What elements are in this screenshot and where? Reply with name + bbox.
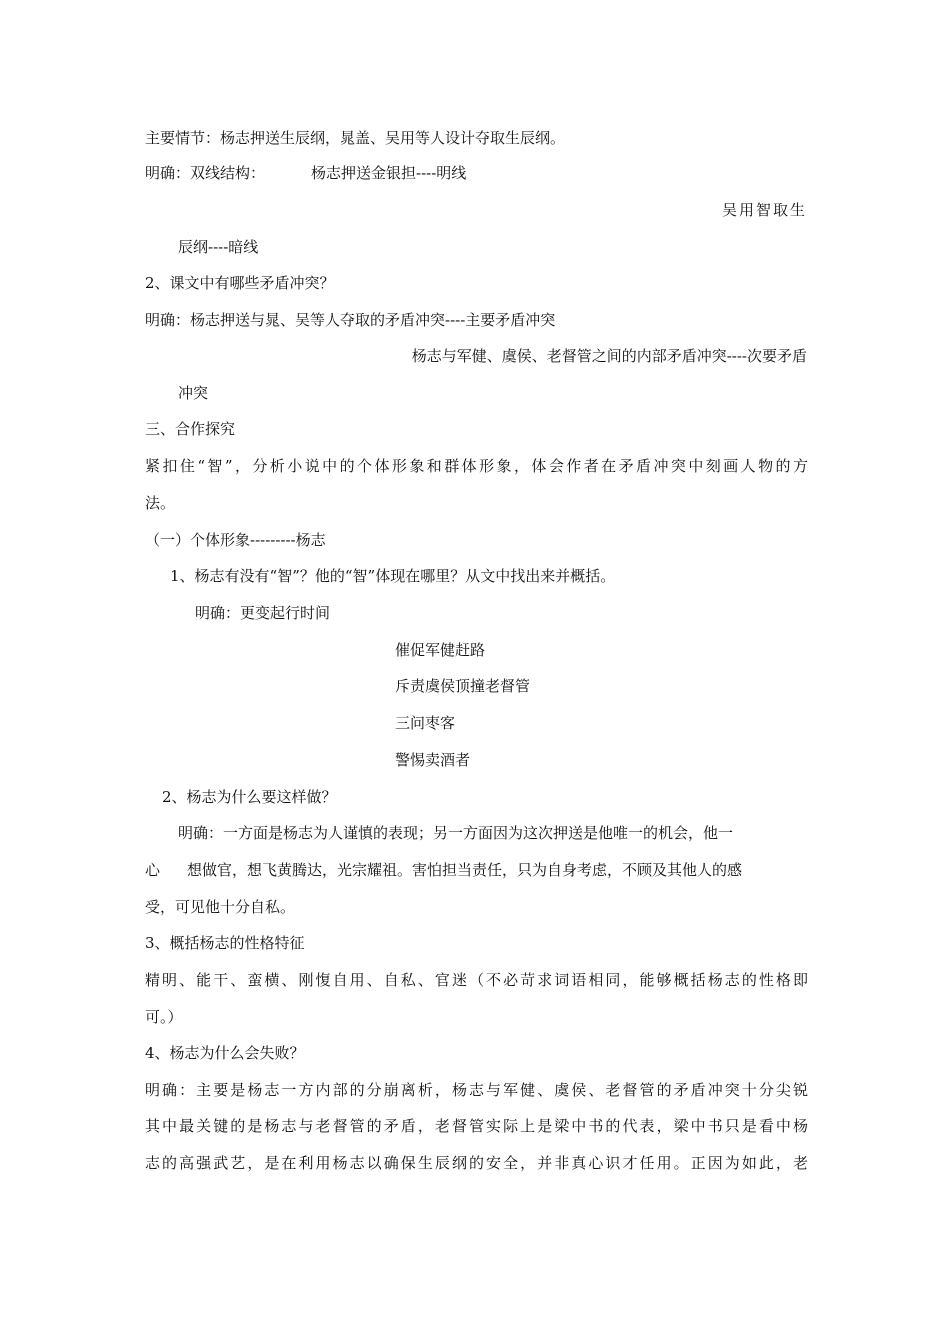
secondary-conflict-line: 杨志与军健、虞侯、老督管之间的内部矛盾冲突----次要矛盾 [411, 347, 807, 365]
secondary-conflict-continued: 冲突 [178, 384, 209, 402]
subquestion-1: 1、杨志有没有“智”？他的“智”体现在哪里？从文中找出来并概括。 [170, 567, 616, 585]
answer-2-line2: 想做官，想飞黄腾达，光宗耀祖。害怕担当责任，只为自身考虑，不顾及其他人的感 [187, 861, 743, 879]
question-2-heading: 2、课文中有哪些矛盾冲突？ [145, 274, 335, 292]
hidden-line-text-part1: 吴用智取生 [721, 201, 807, 219]
answer-3-line2: 可。） [145, 1008, 183, 1026]
section-3-intro-line1: 紧扣住“智”，分析小说中的个体形象和群体形象，体会作者在矛盾冲突中刻画人物的方 [145, 457, 808, 475]
answer-3-line1: 精明、能干、蛮横、刚愎自用、自私、官迷（不必苛求词语相同，能够概括杨志的性格即 [145, 971, 808, 989]
subquestion-4: 4、杨志为什么会失败？ [145, 1044, 305, 1062]
section-3-heading: 三、合作探究 [145, 420, 236, 438]
main-line-text: 杨志押送金银担----明线 [311, 164, 467, 182]
plot-summary-line: 主要情节：杨志押送生辰纲，晁盖、吴用等人设计夺取生辰纲。 [145, 129, 566, 147]
hidden-line-text-part2: 辰纲----暗线 [178, 238, 259, 256]
section-3-intro-line2: 法。 [145, 494, 176, 512]
main-conflict-line: 明确：杨志押送与晁、吴等人夺取的矛盾冲突----主要矛盾冲突 [145, 311, 556, 329]
subsection-1-heading: （一）个体形象---------杨志 [145, 531, 326, 549]
answer-4-line2: 其中最关键的是杨志与老督管的矛盾，老督管实际上是梁中书的代表，梁中书只是看中杨 [145, 1117, 808, 1135]
answer-2-line1: 明确：一方面是杨志为人谨慎的表现；另一方面因为这次押送是他唯一的机会，他一 [178, 824, 734, 842]
subquestion-2: 2、杨志为什么要这样做？ [162, 788, 337, 806]
answer-4-line1: 明确：主要是杨志一方内部的分崩离析，杨志与军健、虞侯、老督管的矛盾冲突十分尖锐 [145, 1081, 808, 1099]
answer-1-item-3: 斥责虞侯顶撞老督管 [395, 677, 531, 695]
answer-1-item-5: 警惕卖酒者 [395, 751, 471, 769]
answer-1-item-1: 明确：更变起行时间 [195, 604, 331, 622]
answer-1-item-2: 催促军健赶路 [395, 641, 486, 659]
subquestion-3: 3、概括杨志的性格特征 [145, 934, 305, 952]
answer-2-line3: 受，可见他十分自私。 [145, 898, 296, 916]
double-line-label: 明确：双线结构： [145, 164, 266, 182]
answer-1-item-4: 三问枣客 [395, 714, 456, 732]
answer-2-line2-start: 心 [145, 861, 161, 879]
answer-4-line3: 志的高强武艺，是在利用杨志以确保生辰纲的安全，并非真心识才任用。正因为如此，老 [145, 1154, 808, 1172]
